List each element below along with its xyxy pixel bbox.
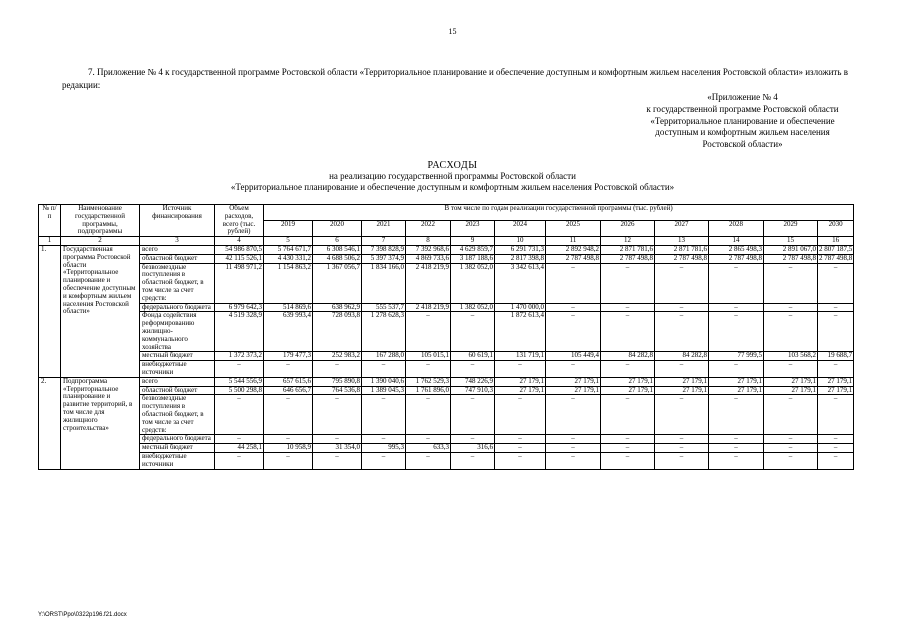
year-value: 77 999,5 — [709, 352, 764, 361]
total-value: 54 986 870,5 — [215, 245, 264, 254]
year-value: – — [764, 452, 818, 469]
total-value: – — [215, 361, 264, 378]
year-value: 27 179,1 — [601, 377, 655, 386]
year-value: – — [764, 435, 818, 444]
year-value: – — [709, 312, 764, 352]
header-year: 2019 — [264, 221, 313, 237]
year-value: 1 872 613,4 — [495, 312, 546, 352]
header-name: Наименование государственной программы, подпрограммы — [61, 205, 140, 237]
year-value: – — [818, 452, 854, 469]
column-number: 14 — [709, 237, 764, 246]
year-value: 1 762 529,3 — [406, 377, 451, 386]
funding-source: Фонда содействия реформированию жилищно-коммунального хозяйства — [140, 312, 215, 352]
table-row — [39, 361, 854, 378]
year-value: 7 392 968,6 — [406, 245, 451, 254]
table-row — [39, 395, 854, 435]
table-row — [39, 263, 854, 303]
year-value: 27 179,1 — [655, 386, 709, 395]
funding-source: безвозмездные поступления в областной бюджет, в том числе за счет средств: — [140, 263, 215, 303]
total-value: – — [215, 435, 264, 444]
year-value: 2 891 067,0 — [764, 245, 818, 254]
year-value: – — [818, 361, 854, 378]
total-value: 42 115 526,1 — [215, 254, 264, 263]
year-value: – — [313, 435, 362, 444]
header-year: 2028 — [709, 221, 764, 237]
funding-source: местный бюджет — [140, 444, 215, 453]
year-value: 84 282,8 — [601, 352, 655, 361]
year-value: 2 865 498,3 — [709, 245, 764, 254]
column-number: 11 — [546, 237, 601, 246]
year-value: 27 179,1 — [495, 386, 546, 395]
year-value: – — [764, 361, 818, 378]
heading-line3: «Территориальное планирование и обеспечение доступным и комфортным жильем населения Ростовской области» — [230, 182, 675, 192]
year-value: – — [764, 303, 818, 312]
year-value: – — [818, 312, 854, 352]
year-value: 2 817 398,8 — [495, 254, 546, 263]
year-value: – — [709, 361, 764, 378]
year-value: – — [406, 312, 451, 352]
year-value: – — [546, 263, 601, 303]
year-value: 995,3 — [362, 444, 406, 453]
year-value: 105 015,1 — [406, 352, 451, 361]
year-value: – — [818, 263, 854, 303]
column-number: 1 — [39, 237, 61, 246]
year-value: 27 179,1 — [546, 386, 601, 395]
header-years-caption: В том числе по годам реализации государственной программы (тыс. рублей) — [264, 205, 854, 221]
year-value: 2 787 498,8 — [819, 253, 853, 262]
year-value: 84 282,8 — [655, 352, 709, 361]
year-value: 4 869 733,6 — [406, 254, 451, 263]
year-value: 795 890,8 — [313, 377, 362, 386]
year-value: – — [601, 263, 655, 303]
year-value: 728 093,8 — [313, 312, 362, 352]
year-value: 747 910,3 — [451, 386, 495, 395]
year-value: 1 382 052,0 — [451, 263, 495, 303]
year-value: 1 278 628,3 — [362, 312, 406, 352]
year-value: 103 568,2 — [764, 352, 818, 361]
year-value: – — [709, 435, 764, 444]
year-value: 1 390 040,6 — [362, 377, 406, 386]
funding-source: всего — [140, 245, 215, 254]
year-value: – — [313, 395, 362, 435]
year-value: 27 179,1 — [709, 386, 764, 395]
year-value: – — [406, 452, 451, 469]
year-value: – — [406, 435, 451, 444]
year-value: – — [709, 444, 764, 453]
year-value: – — [313, 452, 362, 469]
header-year: 2023 — [451, 221, 495, 237]
year-value: 27 179,1 — [818, 386, 854, 395]
year-value: – — [709, 263, 764, 303]
year-value: – — [362, 395, 406, 435]
year-value: 3 342 613,4 — [495, 263, 546, 303]
year-value: – — [546, 395, 601, 435]
year-value: 555 537,7 — [362, 303, 406, 312]
year-value: 657 615,6 — [264, 377, 313, 386]
year-value: – — [818, 395, 854, 435]
year-value: 514 869,6 — [264, 303, 313, 312]
year-value: 5 764 671,7 — [264, 245, 313, 254]
year-value: 1 761 896,0 — [406, 386, 451, 395]
header-year: 2030 — [818, 221, 854, 237]
heading-title: РАСХОДЫ — [427, 160, 478, 171]
column-number: 16 — [818, 237, 854, 246]
year-value: 27 179,1 — [818, 377, 854, 386]
column-number: 8 — [406, 237, 451, 246]
year-value: 179 477,3 — [264, 352, 313, 361]
column-number: 9 — [451, 237, 495, 246]
year-value: 27 179,1 — [764, 386, 818, 395]
year-value: 2 787 498,8 — [709, 254, 764, 263]
year-value: 2 787 498,8 — [655, 254, 709, 263]
year-value: 1 389 045,3 — [362, 386, 406, 395]
year-value: 646 656,7 — [264, 386, 313, 395]
appendix-caption — [600, 92, 885, 151]
year-value: 633,3 — [406, 444, 451, 453]
year-value: 19 688,7 — [818, 352, 854, 361]
header-year: 2024 — [495, 221, 546, 237]
year-value: 27 179,1 — [764, 377, 818, 386]
header-year: 2022 — [406, 221, 451, 237]
year-value: 748 226,9 — [451, 377, 495, 386]
header-year: 2021 — [362, 221, 406, 237]
year-value: – — [406, 395, 451, 435]
year-value: – — [546, 444, 601, 453]
year-value: – — [655, 361, 709, 378]
year-value: – — [495, 361, 546, 378]
year-value: 1 834 166,0 — [362, 263, 406, 303]
column-number: 13 — [655, 237, 709, 246]
header-year: 2025 — [546, 221, 601, 237]
funding-source: областной бюджет — [140, 254, 215, 263]
year-value: – — [601, 312, 655, 352]
total-value: 5 544 556,9 — [215, 377, 264, 386]
year-value: 2 787 498,8 — [546, 254, 601, 263]
header-num: № п/п — [39, 205, 61, 237]
table-row — [39, 377, 854, 386]
program-name: Государственная программа Ростовской области «Территориальное планирование и обеспечение доступным и комфортным жильем населения Ростовской области» — [61, 245, 140, 377]
footer-file-path: Y:\ORST\Ppo\0322p196.f21.docx — [38, 612, 127, 618]
year-value: – — [495, 452, 546, 469]
year-value: 252 983,2 — [313, 352, 362, 361]
year-value: – — [546, 312, 601, 352]
year-value: 60 619,1 — [451, 352, 495, 361]
year-value: 31 354,0 — [313, 444, 362, 453]
year-value: 27 179,1 — [709, 377, 764, 386]
year-value: – — [709, 303, 764, 312]
table-row — [39, 254, 854, 263]
year-value: – — [764, 263, 818, 303]
year-value: – — [451, 435, 495, 444]
year-value: – — [495, 395, 546, 435]
year-value: 105 449,4 — [546, 352, 601, 361]
year-value: – — [313, 361, 362, 378]
total-value: 6 979 642,3 — [215, 303, 264, 312]
year-value: – — [546, 435, 601, 444]
header-year: 2027 — [655, 221, 709, 237]
year-value: – — [709, 452, 764, 469]
year-value: – — [601, 444, 655, 453]
year-value: – — [406, 361, 451, 378]
year-value: 1 470 000,0 — [495, 303, 546, 312]
header-year: 2029 — [764, 221, 818, 237]
column-number: 7 — [362, 237, 406, 246]
year-value: – — [264, 361, 313, 378]
total-value: 44 258,1 — [215, 444, 264, 453]
year-value: 27 179,1 — [601, 386, 655, 395]
column-number: 3 — [140, 237, 215, 246]
year-value: – — [495, 435, 546, 444]
year-value: – — [655, 312, 709, 352]
year-value: – — [495, 444, 546, 453]
appendix-line: к государственной программе Ростовской области — [646, 103, 839, 114]
document-heading — [0, 160, 905, 193]
year-value: 2 892 948,2 — [546, 245, 601, 254]
column-number: 4 — [215, 237, 264, 246]
header-source: Источник финансирования — [140, 205, 215, 237]
year-value: 167 288,0 — [362, 352, 406, 361]
header-year: 2020 — [313, 221, 362, 237]
year-value: 1 154 863,2 — [264, 263, 313, 303]
year-value: – — [546, 303, 601, 312]
row-number: 1. — [39, 245, 61, 377]
year-value: – — [264, 452, 313, 469]
appendix-line: «Приложение № 4 — [707, 92, 778, 102]
column-number: 15 — [764, 237, 818, 246]
year-value: – — [764, 312, 818, 352]
year-value: – — [655, 303, 709, 312]
year-value: 27 179,1 — [546, 377, 601, 386]
year-value: 10 958,9 — [264, 444, 313, 453]
year-value: 2 787 498,8 — [601, 254, 655, 263]
year-value: 316,6 — [451, 444, 495, 453]
funding-source: федерального бюджета — [140, 435, 215, 444]
column-number: 2 — [61, 237, 140, 246]
total-value: – — [215, 452, 264, 469]
year-value: – — [655, 452, 709, 469]
year-value: – — [764, 395, 818, 435]
column-number: 12 — [601, 237, 655, 246]
total-value: 4 519 328,9 — [215, 312, 264, 352]
year-value: – — [655, 444, 709, 453]
year-value: 764 536,8 — [313, 386, 362, 395]
year-value: – — [264, 435, 313, 444]
year-value: 1 382 052,0 — [451, 303, 495, 312]
year-value: – — [818, 435, 854, 444]
year-value: – — [264, 395, 313, 435]
heading-line2: на реализацию государственной программы Ростовской области — [329, 171, 576, 181]
header-total: Объем расходов, всего (тыс. рублей) — [215, 205, 264, 237]
year-value: 4 688 506,2 — [313, 254, 362, 263]
year-value: 4 430 331,2 — [264, 254, 313, 263]
year-value: 3 187 188,6 — [451, 254, 495, 263]
funding-source: безвозмездные поступления в областной бюджет, в том числе за счет средств: — [140, 395, 215, 435]
year-value: 2 807 187,5 — [819, 244, 853, 253]
year-value: – — [655, 435, 709, 444]
year-value: 2 871 781,6 — [655, 245, 709, 254]
year-value: 7 398 828,9 — [362, 245, 406, 254]
year-value: – — [601, 395, 655, 435]
appendix-line: «Территориальное планирование и обеспечение — [650, 115, 835, 126]
year-value: – — [451, 395, 495, 435]
column-number: 5 — [264, 237, 313, 246]
year-value: – — [818, 444, 854, 453]
year-value: – — [601, 435, 655, 444]
year-value: – — [818, 303, 854, 312]
year-value: 5 397 374,9 — [362, 254, 406, 263]
total-value: 1 372 373,2 — [215, 352, 264, 361]
year-value: – — [601, 303, 655, 312]
year-value: – — [362, 452, 406, 469]
year-value: – — [451, 312, 495, 352]
funding-source: внебюджетные источники — [140, 452, 215, 469]
year-value: 4 629 859,7 — [451, 245, 495, 254]
row-number: 2. — [39, 377, 61, 469]
page-number: 15 — [448, 27, 457, 36]
funding-source: внебюджетные источники — [140, 361, 215, 378]
funding-source: всего — [140, 377, 215, 386]
year-value: – — [362, 435, 406, 444]
year-value: 2 871 781,6 — [601, 245, 655, 254]
year-value: – — [764, 444, 818, 453]
year-value: 2 418 219,9 — [406, 263, 451, 303]
appendix-line: доступным и комфортным жильем населения — [655, 127, 830, 138]
year-value: 639 993,4 — [264, 312, 313, 352]
funding-source: местный бюджет — [140, 352, 215, 361]
year-value: 27 179,1 — [495, 377, 546, 386]
year-value: – — [709, 395, 764, 435]
header-year: 2026 — [601, 221, 655, 237]
year-value: 2 787 498,8 — [764, 254, 818, 263]
year-value: 1 367 056,7 — [313, 263, 362, 303]
intro-paragraph: 7. Приложение № 4 к государственной программе Ростовской области «Территориальное планирование и обеспечение доступным и комфортным жильем населения Ростовской области» изложить в редакции: — [62, 67, 848, 90]
year-value: – — [546, 452, 601, 469]
year-value: – — [601, 361, 655, 378]
column-number: 6 — [313, 237, 362, 246]
funding-source: областной бюджет — [140, 386, 215, 395]
funding-source: федерального бюджета — [140, 303, 215, 312]
year-value: – — [655, 395, 709, 435]
year-value: – — [655, 263, 709, 303]
year-value: – — [362, 361, 406, 378]
table-row — [39, 452, 854, 469]
year-value: 6 291 731,3 — [495, 245, 546, 254]
total-value: 11 498 971,2 — [215, 263, 264, 303]
expenses-table — [38, 204, 854, 470]
year-value: 2 418 219,9 — [406, 303, 451, 312]
year-value: – — [601, 452, 655, 469]
year-value: – — [451, 452, 495, 469]
program-name: Подпрограмма «Территориальное планирование и развитие территорий, в том числе для жилищного строительства» — [61, 377, 140, 469]
column-number: 10 — [495, 237, 546, 246]
year-value: – — [451, 361, 495, 378]
year-value: 27 179,1 — [655, 377, 709, 386]
year-value: – — [546, 361, 601, 378]
table-body — [39, 245, 854, 469]
year-value: 131 719,1 — [495, 352, 546, 361]
table-row — [39, 312, 854, 352]
total-value: 5 500 298,8 — [215, 386, 264, 395]
year-value: 638 962,9 — [313, 303, 362, 312]
table-row — [39, 245, 854, 254]
appendix-line: Ростовской области» — [702, 139, 783, 150]
total-value: – — [215, 395, 264, 435]
year-value: 6 308 546,1 — [313, 245, 362, 254]
